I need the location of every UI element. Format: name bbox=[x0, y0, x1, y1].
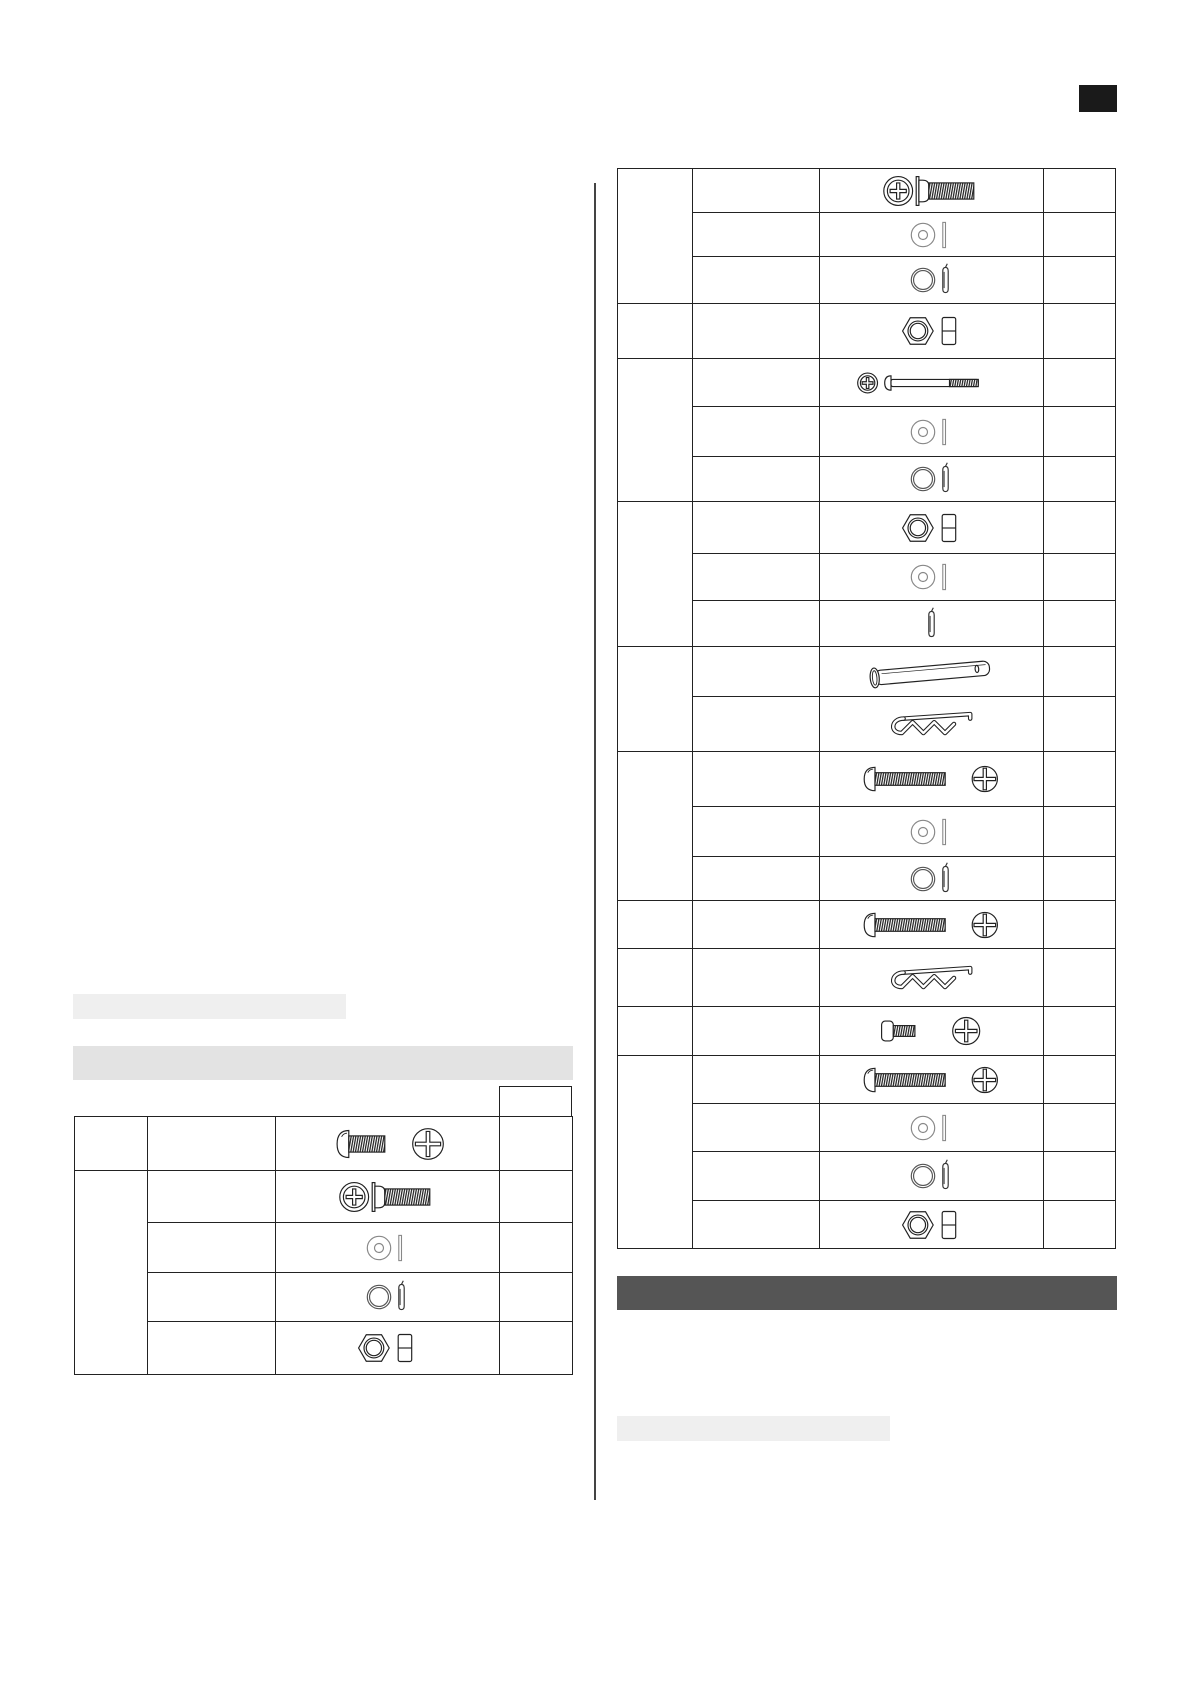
quantity-cell bbox=[1044, 169, 1116, 213]
shoulder-bolt-icon bbox=[869, 1013, 995, 1049]
part-name-cell bbox=[693, 601, 820, 647]
part-name-cell bbox=[693, 752, 820, 807]
part-illustration-cell bbox=[276, 1322, 500, 1375]
spring-washer-icon bbox=[361, 1279, 415, 1315]
part-illustration-cell bbox=[820, 1201, 1044, 1249]
part-name-cell bbox=[693, 554, 820, 601]
hex-nut-icon bbox=[899, 510, 964, 546]
part-illustration-cell bbox=[276, 1273, 500, 1322]
part-name-cell bbox=[693, 697, 820, 752]
part-name-cell bbox=[693, 807, 820, 857]
part-name-cell bbox=[693, 857, 820, 901]
table-row bbox=[618, 949, 1116, 1007]
table-row bbox=[618, 169, 1116, 213]
part-name-cell bbox=[693, 359, 820, 407]
part-illustration-cell bbox=[820, 407, 1044, 457]
part-illustration-cell bbox=[820, 554, 1044, 601]
part-name-cell bbox=[693, 169, 820, 213]
flat-washer-icon bbox=[905, 414, 959, 450]
quantity-cell bbox=[1044, 752, 1116, 807]
part-name-cell bbox=[693, 304, 820, 359]
flat-washer-icon bbox=[905, 217, 959, 253]
part-illustration-cell bbox=[820, 857, 1044, 901]
table-row bbox=[618, 1152, 1116, 1201]
part-group-cell bbox=[75, 1171, 148, 1375]
part-group-cell bbox=[75, 1117, 148, 1171]
part-name-cell bbox=[693, 407, 820, 457]
part-illustration-cell bbox=[820, 949, 1044, 1007]
quantity-column-header bbox=[499, 1086, 572, 1117]
flat-washer-icon bbox=[905, 814, 959, 850]
quantity-cell bbox=[1044, 901, 1116, 949]
part-illustration-cell bbox=[820, 601, 1044, 647]
quantity-cell bbox=[1044, 502, 1116, 554]
section-heading-bar bbox=[73, 1046, 573, 1080]
table-row bbox=[618, 502, 1116, 554]
quantity-cell bbox=[1044, 949, 1116, 1007]
part-group-cell bbox=[618, 949, 693, 1007]
quantity-cell bbox=[1044, 697, 1116, 752]
spring-washer-icon bbox=[905, 861, 959, 897]
flat-washer-icon bbox=[361, 1230, 415, 1266]
quantity-cell bbox=[1044, 1201, 1116, 1249]
table-row bbox=[618, 901, 1116, 949]
part-name-cell bbox=[693, 1152, 820, 1201]
hardware-parts-table-left bbox=[74, 1116, 573, 1375]
part-name-cell bbox=[693, 1104, 820, 1152]
subsection-heading-bar bbox=[73, 994, 346, 1019]
part-illustration-cell bbox=[276, 1223, 500, 1273]
quantity-cell bbox=[500, 1223, 573, 1273]
spring-clip-icon bbox=[918, 606, 945, 642]
part-group-cell bbox=[618, 502, 693, 647]
hex-nut-icon bbox=[899, 1207, 964, 1243]
part-name-cell bbox=[693, 647, 820, 697]
table-row bbox=[75, 1223, 573, 1273]
part-name-cell bbox=[148, 1273, 276, 1322]
flat-washer-icon bbox=[905, 1110, 959, 1146]
column-divider bbox=[594, 183, 596, 1500]
part-group-cell bbox=[618, 169, 693, 304]
part-name-cell bbox=[693, 949, 820, 1007]
clevis-pin-icon bbox=[860, 654, 1004, 690]
chapter-tab-marker bbox=[1079, 85, 1117, 112]
spring-washer-icon bbox=[905, 262, 959, 298]
truss-head-screw-short-icon bbox=[329, 1126, 446, 1162]
table-row bbox=[75, 1171, 573, 1223]
table-row bbox=[618, 752, 1116, 807]
table-row bbox=[75, 1273, 573, 1322]
spring-washer-icon bbox=[905, 461, 959, 497]
part-name-cell bbox=[148, 1117, 276, 1171]
part-illustration-cell bbox=[820, 697, 1044, 752]
quantity-cell bbox=[1044, 457, 1116, 502]
part-name-cell bbox=[693, 457, 820, 502]
part-group-cell bbox=[618, 304, 693, 359]
hex-nut-icon bbox=[899, 313, 964, 349]
part-group-cell bbox=[618, 752, 693, 901]
quantity-cell bbox=[500, 1171, 573, 1223]
quantity-cell bbox=[1044, 359, 1116, 407]
subsection-heading-bar bbox=[617, 1416, 890, 1441]
quantity-cell bbox=[500, 1322, 573, 1375]
part-group-cell bbox=[618, 1007, 693, 1056]
part-name-cell bbox=[148, 1223, 276, 1273]
r-clip-icon bbox=[882, 960, 981, 996]
table-row bbox=[618, 359, 1116, 407]
long-bolt-icon bbox=[855, 365, 1008, 401]
part-illustration-cell bbox=[820, 457, 1044, 502]
quantity-cell bbox=[1044, 857, 1116, 901]
part-name-cell bbox=[693, 901, 820, 949]
quantity-cell bbox=[1044, 601, 1116, 647]
part-group-cell bbox=[618, 647, 693, 752]
table-row bbox=[618, 1201, 1116, 1249]
hardware-parts-table-right bbox=[617, 168, 1116, 1249]
hex-nut-icon bbox=[355, 1330, 420, 1366]
part-illustration-cell bbox=[276, 1171, 500, 1223]
pan-head-screw-washer-icon bbox=[882, 173, 981, 209]
part-illustration-cell bbox=[820, 901, 1044, 949]
quantity-cell bbox=[1044, 213, 1116, 257]
part-illustration-cell bbox=[820, 502, 1044, 554]
quantity-cell bbox=[1044, 1056, 1116, 1104]
part-name-cell bbox=[148, 1171, 276, 1223]
part-illustration-cell bbox=[820, 359, 1044, 407]
spring-washer-icon bbox=[905, 1158, 959, 1194]
pan-head-screw-washer-icon bbox=[338, 1179, 437, 1215]
part-illustration-cell bbox=[820, 752, 1044, 807]
part-name-cell bbox=[693, 257, 820, 304]
part-illustration-cell bbox=[276, 1117, 500, 1171]
table-row bbox=[618, 213, 1116, 257]
part-name-cell bbox=[693, 502, 820, 554]
part-group-cell bbox=[618, 1056, 693, 1249]
quantity-cell bbox=[1044, 1007, 1116, 1056]
table-row bbox=[618, 1056, 1116, 1104]
table-row bbox=[618, 457, 1116, 502]
truss-head-screw-long-icon bbox=[857, 761, 1006, 797]
part-illustration-cell bbox=[820, 1007, 1044, 1056]
part-name-cell bbox=[693, 1201, 820, 1249]
table-row bbox=[618, 601, 1116, 647]
table-row bbox=[618, 1104, 1116, 1152]
section-heading-bar-dark bbox=[617, 1276, 1117, 1310]
quantity-cell bbox=[1044, 554, 1116, 601]
part-name-cell bbox=[693, 213, 820, 257]
flat-washer-icon bbox=[905, 559, 959, 595]
quantity-cell bbox=[1044, 257, 1116, 304]
quantity-cell bbox=[1044, 407, 1116, 457]
part-name-cell bbox=[693, 1056, 820, 1104]
table-row bbox=[618, 1007, 1116, 1056]
part-illustration-cell bbox=[820, 1152, 1044, 1201]
table-row bbox=[618, 257, 1116, 304]
part-name-cell bbox=[693, 1007, 820, 1056]
part-name-cell bbox=[148, 1322, 276, 1375]
quantity-cell bbox=[1044, 1104, 1116, 1152]
table-row bbox=[75, 1117, 573, 1171]
table-row bbox=[618, 807, 1116, 857]
table-row bbox=[618, 304, 1116, 359]
table-row bbox=[618, 554, 1116, 601]
part-group-cell bbox=[618, 901, 693, 949]
part-illustration-cell bbox=[820, 257, 1044, 304]
part-group-cell bbox=[618, 359, 693, 502]
table-row bbox=[618, 647, 1116, 697]
part-illustration-cell bbox=[820, 647, 1044, 697]
r-clip-icon bbox=[882, 706, 981, 742]
part-illustration-cell bbox=[820, 213, 1044, 257]
table-row bbox=[618, 697, 1116, 752]
truss-head-screw-long-icon bbox=[857, 1062, 1006, 1098]
part-illustration-cell bbox=[820, 1056, 1044, 1104]
part-illustration-cell bbox=[820, 169, 1044, 213]
quantity-cell bbox=[1044, 1152, 1116, 1201]
table-row bbox=[618, 407, 1116, 457]
quantity-cell bbox=[1044, 807, 1116, 857]
quantity-cell bbox=[500, 1117, 573, 1171]
part-illustration-cell bbox=[820, 807, 1044, 857]
table-row bbox=[75, 1322, 573, 1375]
part-illustration-cell bbox=[820, 304, 1044, 359]
quantity-cell bbox=[500, 1273, 573, 1322]
truss-head-screw-long-icon bbox=[857, 907, 1006, 943]
quantity-cell bbox=[1044, 647, 1116, 697]
table-row bbox=[618, 857, 1116, 901]
quantity-cell bbox=[1044, 304, 1116, 359]
part-illustration-cell bbox=[820, 1104, 1044, 1152]
